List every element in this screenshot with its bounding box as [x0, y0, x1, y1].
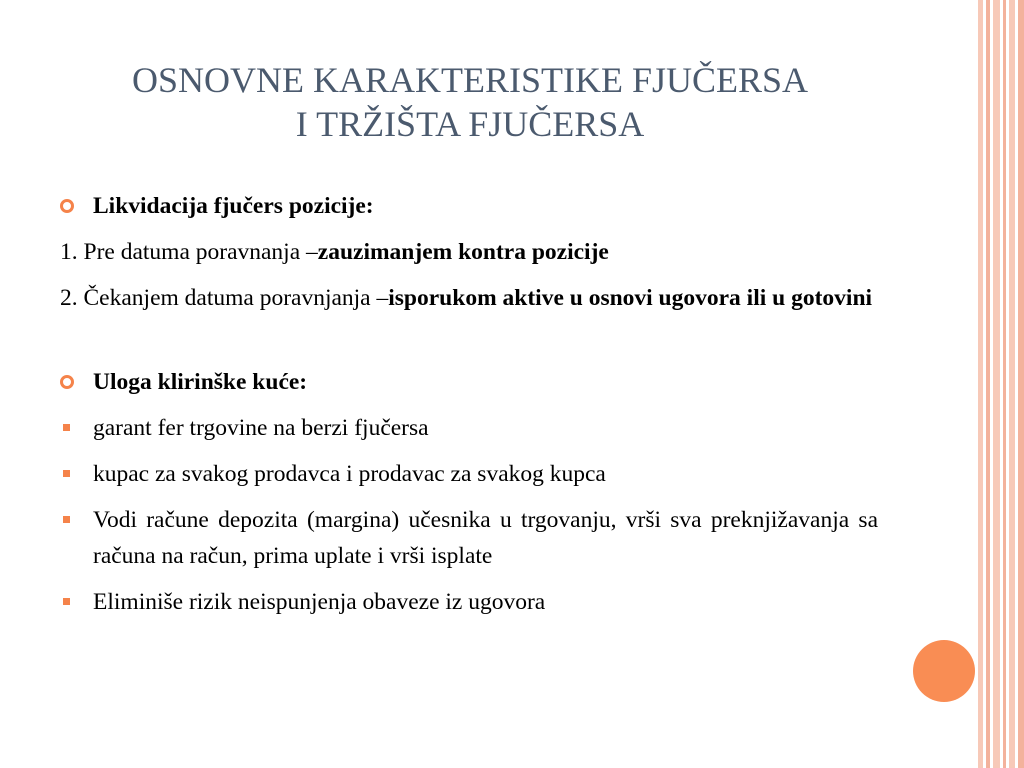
square-bullet-icon [63, 424, 70, 431]
list-item-bold: zauzimanjem kontra pozicije [317, 239, 609, 265]
square-bullet-icon [63, 516, 70, 523]
square-bullet-icon [63, 598, 70, 605]
section-heading-text: Uloga klirinške kuće: [93, 369, 308, 395]
list-item-prefix: 2. Čekanjem datuma poravnjanja – [60, 285, 389, 311]
border-stripe [1009, 0, 1015, 768]
list-item [60, 280, 878, 316]
list-item-bold: isporukom aktive u osnovi ugovora ili u gotovini [388, 285, 873, 311]
list-item-text: Eliminiše rizik neispunjenja obaveze iz ugovora [93, 589, 546, 615]
decorative-circle-icon [913, 640, 975, 702]
list-item [60, 234, 878, 270]
list-item-text: Vodi račune depozita (margina) učesnika u trgovanju, vrši sva preknjižavanja sa računa na račun, prima uplate i vrši isplate [93, 507, 878, 569]
border-stripe [978, 0, 983, 768]
list-item [60, 410, 878, 446]
section-heading-liquidation [60, 188, 878, 224]
border-stripe [1018, 0, 1024, 768]
list-item [60, 584, 878, 620]
list-item-prefix: 1. Pre datuma poravnanja – [60, 239, 318, 265]
section-heading-clearing-house [60, 364, 878, 400]
section-heading-text: Likvidacija fjučers pozicije: [93, 193, 374, 219]
list-item [60, 502, 878, 574]
border-stripe [1003, 0, 1006, 768]
border-stripe [986, 0, 990, 768]
border-stripe [993, 0, 1000, 768]
circle-bullet-icon [60, 199, 74, 213]
slide-title [40, 58, 900, 146]
slide-content [60, 188, 878, 620]
square-bullet-icon [63, 470, 70, 477]
list-item [60, 456, 878, 492]
circle-bullet-icon [60, 375, 74, 389]
list-item-text: garant fer trgovine na berzi fjučersa [93, 415, 429, 441]
slide-title-line-2: I TRŽIŠTA FJUČERSA [295, 104, 645, 144]
list-item-text: kupac za svakog prodavca i prodavac za svakog kupca [93, 461, 606, 487]
slide-title-line-1: OSNOVNE KARAKTERISTIKE FJUČERSA [131, 60, 809, 100]
